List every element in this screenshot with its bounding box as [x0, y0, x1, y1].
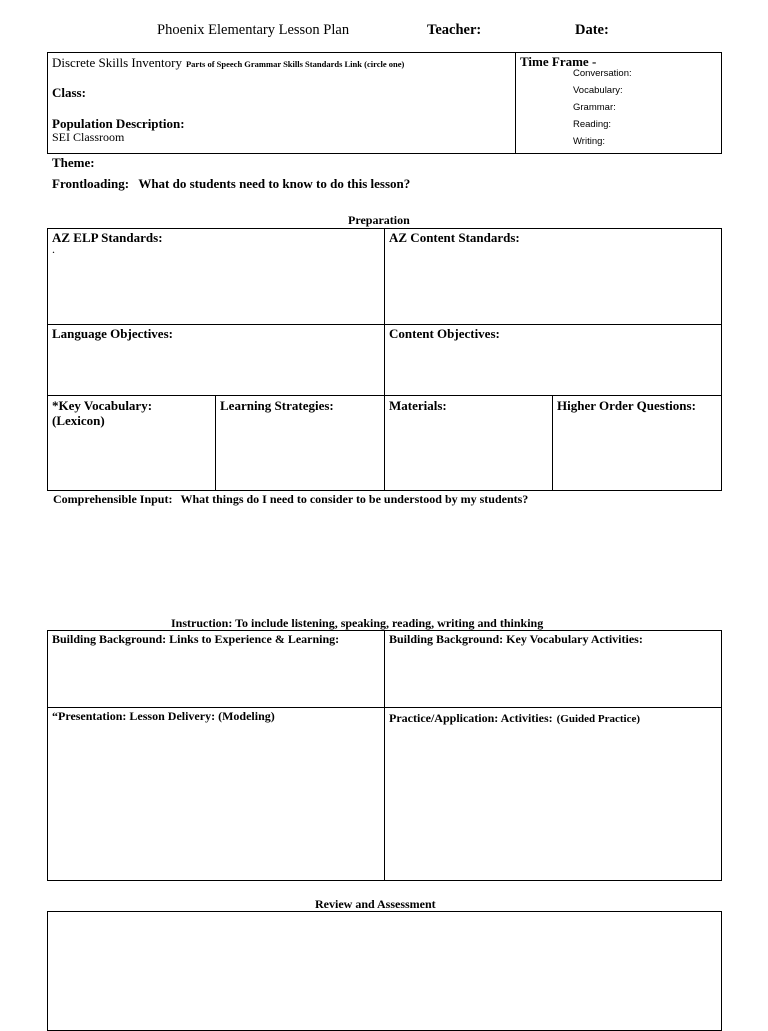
preparation-right-split: [552, 395, 553, 491]
learning-strategies-label: Learning Strategies:: [220, 398, 334, 413]
population-value: SEI Classroom: [52, 130, 125, 144]
higher-order-questions-label: Higher Order Questions:: [557, 398, 696, 413]
review-title: Review and Assessment: [315, 897, 436, 911]
instruction-row-divider: [47, 707, 722, 708]
practice-note: (Guided Practice): [556, 713, 641, 725]
content-objectives-label: Content Objectives:: [389, 326, 500, 341]
preparation-center-divider: [384, 228, 385, 491]
discrete-skills-options: Parts of Speech Grammar Skills Standards Link (circle one): [185, 59, 405, 69]
instruction-title: Instruction: To include listening, speaking, reading, writing and thinking: [171, 616, 544, 630]
frontloading-row: [52, 176, 410, 192]
discrete-skills-label: Discrete Skills Inventory: [52, 55, 182, 70]
discrete-skills-row: [52, 54, 404, 72]
time-frame-vocabulary: Vocabulary:: [573, 85, 623, 96]
materials-label: Materials:: [389, 398, 447, 413]
theme-label: Theme:: [52, 155, 95, 170]
bb-links-label: Building Background: Links to Experience & Learning:: [52, 632, 340, 646]
instruction-center-divider: [384, 630, 385, 881]
practice-label: Practice/Application: Activities:: [389, 711, 553, 725]
lesson-plan-title: Phoenix Elementary Lesson Plan: [157, 22, 350, 38]
time-frame-label: Time Frame -: [520, 54, 597, 69]
info-box-divider: [515, 52, 516, 154]
teacher-label: Teacher:: [427, 22, 482, 38]
comprehensible-input-row: [53, 492, 528, 507]
review-box: [47, 911, 722, 1031]
time-frame-reading: Reading:: [573, 119, 612, 130]
preparation-row-divider-2: [47, 395, 722, 396]
preparation-left-split: [215, 395, 216, 491]
lexicon-label: (Lexicon): [52, 413, 105, 428]
preparation-row-divider-1: [47, 324, 722, 325]
time-frame-writing: Writing:: [573, 136, 606, 147]
time-frame-grammar: Grammar:: [573, 102, 616, 113]
frontloading-label: Frontloading:: [52, 176, 130, 191]
date-label: Date:: [575, 22, 609, 38]
preparation-title: Preparation: [348, 213, 410, 227]
class-label: Class:: [52, 85, 86, 100]
presentation-label: “Presentation: Lesson Delivery: (Modeling): [52, 709, 275, 723]
practice-row: [389, 709, 640, 727]
bb-vocab-label: Building Background: Key Vocabulary Activities:: [389, 632, 643, 646]
language-objectives-label: Language Objectives:: [52, 326, 173, 341]
comprehensible-input-label: Comprehensible Input:: [53, 492, 173, 506]
frontloading-question: What do students need to know to do this lesson?: [138, 176, 411, 191]
population-label: Population Description:: [52, 116, 185, 131]
key-vocabulary-label: *Key Vocabulary:: [52, 398, 153, 413]
content-standards-label: AZ Content Standards:: [389, 230, 520, 245]
time-frame-conversation: Conversation:: [573, 68, 632, 79]
elp-standards-label: AZ ELP Standards:: [52, 230, 163, 245]
comprehensible-input-question: What things do I need to consider to be understood by my students?: [180, 492, 529, 506]
elp-standards-note: .: [52, 242, 55, 256]
